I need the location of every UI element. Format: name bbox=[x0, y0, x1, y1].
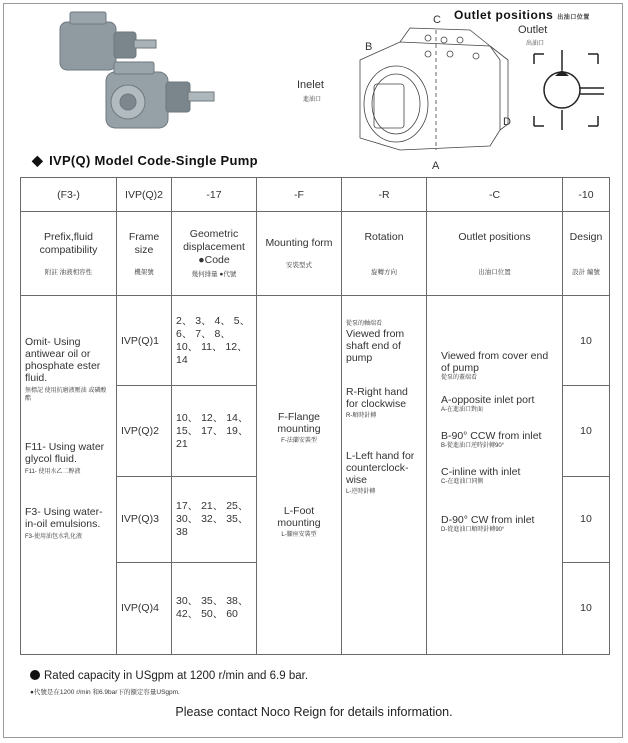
code-prefix: (F3-) bbox=[21, 178, 117, 212]
mounting-cell bbox=[257, 296, 342, 655]
code-design: -10 bbox=[563, 178, 610, 212]
col-title-frame: Frame size 機架號 bbox=[117, 212, 172, 296]
outlet-view-cn: 從泵的蓋端看 bbox=[441, 375, 478, 382]
header-code-row bbox=[21, 178, 610, 212]
rotation-left-cn: L-逆時針轉 bbox=[346, 489, 376, 496]
outlet-label-cn: 出油口 bbox=[526, 41, 545, 47]
rotation-view: Viewed from shaft end of pump bbox=[346, 328, 405, 365]
prefix-f3: F3- Using water-in-oil emulsions. bbox=[25, 506, 103, 531]
label-d: D bbox=[503, 116, 511, 128]
outlet-d: D-90° CW from inlet bbox=[441, 514, 535, 527]
outlet-label: Outlet bbox=[518, 24, 548, 36]
mounting-flange: F-Flange mounting bbox=[277, 411, 321, 436]
code-rotation: -R bbox=[342, 178, 427, 212]
outlet-d-cn: D-從進油口順時針轉90° bbox=[441, 527, 505, 534]
label-a: A bbox=[432, 160, 440, 172]
rated-note-cn: ●代號是在1200 r/min 和6.9bar下的額定容量USgpm. bbox=[30, 689, 180, 696]
col-title-rotation: Rotation 旋轉方向 bbox=[342, 212, 427, 296]
col-title-prefix: Prefix,fluid compatibility 附註 油液相容性 bbox=[21, 212, 117, 296]
contact-line: Please contact Noco Reign for details information. bbox=[175, 705, 453, 719]
rated-note-text: Rated capacity in USgpm at 1200 r/min and 6.9 bar. bbox=[44, 670, 309, 682]
mounting-flange-cn: F-法蘭安裝型 bbox=[281, 438, 317, 445]
col-title-displacement: Geometric displacement ●Code 幾何排量 ●代號 bbox=[172, 212, 257, 296]
outlet-b-cn: B-從進油口逆時針轉90° bbox=[441, 443, 505, 450]
col-title-outlet: Outlet positions 出油口位置 bbox=[427, 212, 563, 296]
displacement-2: 10、 12、 14、 15、 17、 19、 21 bbox=[172, 386, 257, 476]
outlet-a-cn: A-在進油口對面 bbox=[441, 407, 484, 414]
prefix-f3-cn: F3-使用油包水乳化液 bbox=[25, 534, 83, 541]
rotation-cell bbox=[342, 296, 427, 655]
header-title-row bbox=[21, 212, 610, 296]
section-title bbox=[32, 152, 258, 169]
frame-size-4: IVP(Q)4 bbox=[117, 562, 172, 654]
outlet-a: A-opposite inlet port bbox=[441, 394, 535, 407]
code-frame: IVP(Q)2 bbox=[117, 178, 172, 212]
rotation-right-cn: R-順時針轉 bbox=[346, 413, 377, 420]
design-1: 10 bbox=[563, 296, 610, 386]
design-2: 10 bbox=[563, 386, 610, 476]
code-mounting: -F bbox=[257, 178, 342, 212]
col-title-design: Design 設計 編號 bbox=[563, 212, 610, 296]
outlet-view: Viewed from cover end of pump bbox=[441, 350, 549, 375]
prefix-omit-cn: 無標記 使用抗磨液壓油 或磷酸酯 bbox=[25, 388, 107, 403]
code-outlet: -C bbox=[427, 178, 563, 212]
outlet-c-cn: C-在進油口同側 bbox=[441, 479, 484, 486]
inlet-label-cn: 進油口 bbox=[303, 97, 322, 103]
pump-photo bbox=[48, 8, 218, 138]
diamond-icon: ◆ bbox=[32, 152, 44, 168]
frame-size-3: IVP(Q)3 bbox=[117, 476, 172, 562]
outlet-b: B-90° CCW from inlet bbox=[441, 430, 542, 443]
outlet-positions-cn: 出油口位置 bbox=[557, 15, 590, 21]
frame-size-1: IVP(Q)1 bbox=[117, 296, 172, 386]
outlet-c: C-inline with inlet bbox=[441, 466, 521, 479]
table-row bbox=[21, 296, 610, 386]
rotation-left: L-Left hand for counterclock-wise bbox=[346, 450, 415, 487]
outlet-cell bbox=[427, 296, 563, 655]
label-c: C bbox=[433, 14, 441, 26]
bullet-icon bbox=[30, 670, 40, 680]
mounting-foot: L-Foot mounting bbox=[277, 505, 321, 530]
outlet-positions-title: Outlet positions bbox=[454, 8, 554, 22]
mounting-foot-cn: L-腳座安裝型 bbox=[281, 532, 317, 539]
code-displacement: -17 bbox=[172, 178, 257, 212]
prefix-f11-cn: F11- 使用水乙二醇液 bbox=[25, 469, 81, 476]
displacement-3: 17、 21、 25、 30、 32、 35、 38 bbox=[172, 476, 257, 562]
design-4: 10 bbox=[563, 562, 610, 654]
frame-size-2: IVP(Q)2 bbox=[117, 386, 172, 476]
prefix-omit: Omit- Using antiwear oil or phosphate ester fluid. bbox=[25, 336, 101, 385]
rotation-right: R-Right hand for clockwise bbox=[346, 386, 408, 411]
rated-note bbox=[30, 670, 308, 682]
prefix-f11: F11- Using water glycol fluid. bbox=[25, 441, 105, 466]
displacement-4: 30、 35、 38、 42、 50、 60 bbox=[172, 562, 257, 654]
inlet-label: Inelet bbox=[297, 79, 324, 91]
section-title-text: IVP(Q) Model Code-Single Pump bbox=[49, 153, 258, 168]
col-title-mounting: Mounting form 安裝型式 bbox=[257, 212, 342, 296]
rotation-view-cn: 從泵的軸端看 bbox=[346, 321, 383, 328]
design-3: 10 bbox=[563, 476, 610, 562]
port-symbol-icon bbox=[528, 50, 606, 130]
label-b: B bbox=[365, 41, 373, 53]
displacement-1: 2、 3、 4、 5、 6、 7、 8、 10、 11、 12、 14 bbox=[172, 296, 257, 386]
model-code-table bbox=[20, 177, 610, 655]
prefix-cell bbox=[21, 296, 117, 655]
